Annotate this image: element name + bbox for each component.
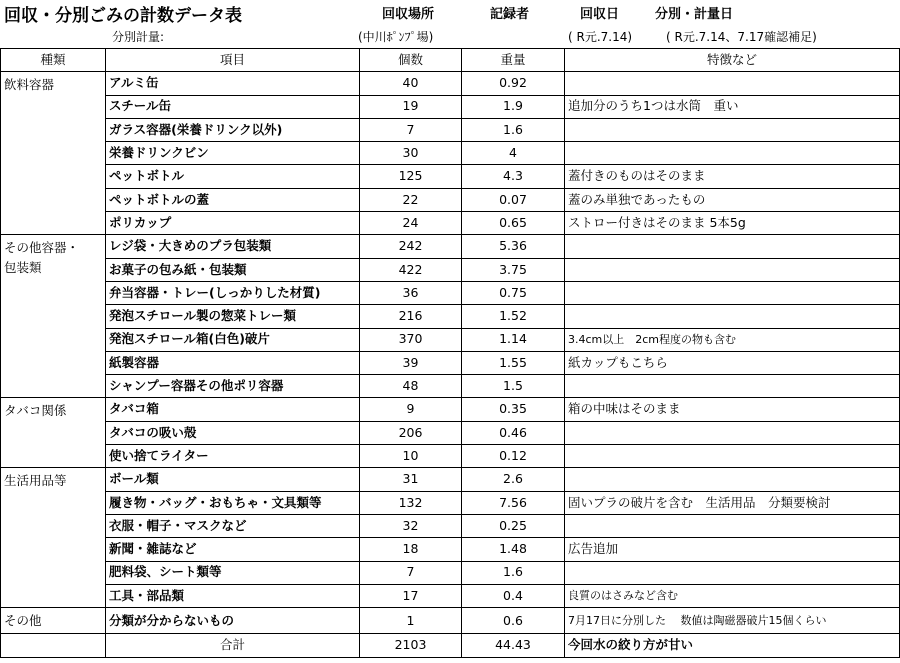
header-row [0,0,900,26]
note-cell: 広告追加 [565,538,900,561]
column-header: 重量 [462,49,565,72]
count-cell: 7 [360,561,462,584]
total-label: 合計 [106,634,360,657]
table-row [1,165,900,188]
item-cell: 栄養ドリンクビン [106,142,360,165]
count-cell: 24 [360,212,462,235]
count-cell: 1 [360,608,462,634]
note-cell [565,281,900,304]
item-cell: アルミ缶 [106,72,360,95]
count-cell: 206 [360,421,462,444]
sheet-title: 回収・分別ごみの計数データ表 [4,6,242,26]
table-row [1,351,900,374]
count-cell: 30 [360,142,462,165]
recorder-label: 記録者 [490,7,530,22]
table-row [1,608,900,634]
weight-cell: 1.5 [462,375,565,398]
table-row [1,235,900,258]
note-cell: 追加分のうち1つは水筒 重い [565,95,900,118]
column-header-row [1,49,900,72]
total-blank-cell [1,634,106,657]
item-cell: ペットボトルの蓋 [106,188,360,211]
item-cell: 発泡スチロール製の惣菜トレー類 [106,305,360,328]
column-header: 個数 [360,49,462,72]
note-cell: 蓋のみ単独であったもの [565,188,900,211]
item-cell: 衣服・帽子・マスクなど [106,514,360,537]
weight-cell: 2.6 [462,468,565,491]
item-cell: 履き物・バッグ・おもちゃ・文具類等 [106,491,360,514]
sort-weight-label: 分別計量: [112,30,165,44]
weight-cell: 1.52 [462,305,565,328]
weight-cell: 0.4 [462,584,565,607]
count-cell: 18 [360,538,462,561]
location-value: (中川ﾎﾟﾝﾌﾟ場) [358,30,434,44]
count-cell: 7 [360,118,462,141]
item-cell: ポリカップ [106,212,360,235]
item-cell: タバコ箱 [106,398,360,421]
subheader-row [0,26,900,46]
table-row [1,328,900,351]
note-cell: 良質のはさみなど含む [565,584,900,607]
table-row [1,72,900,95]
item-cell: 新聞・雑誌など [106,538,360,561]
weight-cell: 1.14 [462,328,565,351]
count-cell: 216 [360,305,462,328]
count-cell: 422 [360,258,462,281]
item-cell: ボール類 [106,468,360,491]
date-value: ( R元.7.14) [568,30,633,44]
count-cell: 370 [360,328,462,351]
weight-cell: 5.36 [462,235,565,258]
weight-cell: 1.6 [462,118,565,141]
table-row [1,468,900,491]
note-cell [565,514,900,537]
count-cell: 32 [360,514,462,537]
category-cell: タバコ関係 [1,398,106,468]
count-cell: 10 [360,445,462,468]
table-row [1,538,900,561]
count-cell: 31 [360,468,462,491]
table-row [1,491,900,514]
table-row [1,514,900,537]
note-cell: ストロー付きはそのまま 5本5g [565,212,900,235]
weight-cell: 4.3 [462,165,565,188]
table-row [1,118,900,141]
data-table [0,48,900,658]
category-cell: 生活用品等 [1,468,106,608]
table-row [1,95,900,118]
note-cell [565,445,900,468]
count-cell: 242 [360,235,462,258]
column-header: 種類 [1,49,106,72]
note-cell [565,235,900,258]
note-cell [565,118,900,141]
table-row [1,305,900,328]
count-cell: 48 [360,375,462,398]
note-cell [565,305,900,328]
note-cell [565,142,900,165]
count-cell: 22 [360,188,462,211]
count-cell: 125 [360,165,462,188]
note-cell: 7月17日に分別した 数値は陶磁器破片15個くらい [565,608,900,634]
table-row [1,584,900,607]
note-cell [565,561,900,584]
item-cell: ガラス容器(栄養ドリンク以外) [106,118,360,141]
table-row [1,375,900,398]
note-cell [565,258,900,281]
weight-cell: 3.75 [462,258,565,281]
item-cell: 工具・部品類 [106,584,360,607]
item-cell: 弁当容器・トレー(しっかりした材質) [106,281,360,304]
weight-cell: 0.07 [462,188,565,211]
weight-cell: 7.56 [462,491,565,514]
weight-cell: 4 [462,142,565,165]
weight-cell: 1.55 [462,351,565,374]
weight-cell: 0.92 [462,72,565,95]
weight-cell: 0.35 [462,398,565,421]
weight-cell: 0.46 [462,421,565,444]
item-cell: 発泡スチロール箱(白色)破片 [106,328,360,351]
table-row [1,398,900,421]
sort-date-value: ( R元.7.14、7.17確認補足) [666,30,817,44]
item-cell: 肥料袋、シート類等 [106,561,360,584]
note-cell [565,72,900,95]
table-row [1,188,900,211]
note-cell: 3.4cm以上 2cm程度の物も含む [565,328,900,351]
weight-cell: 0.25 [462,514,565,537]
count-cell: 132 [360,491,462,514]
total-row [1,634,900,657]
count-cell: 19 [360,95,462,118]
location-label: 回収場所 [382,7,435,22]
category-cell: その他容器・ 包装類 [1,235,106,398]
table-row [1,281,900,304]
item-cell: タバコの吸い殻 [106,421,360,444]
note-cell [565,375,900,398]
weight-cell: 1.6 [462,561,565,584]
table-row [1,142,900,165]
note-cell: 紙カップもこちら [565,351,900,374]
column-header: 項目 [106,49,360,72]
weight-cell: 0.6 [462,608,565,634]
weight-cell: 1.48 [462,538,565,561]
count-cell: 9 [360,398,462,421]
column-header: 特徴など [565,49,900,72]
item-cell: シャンプー容器その他ポリ容器 [106,375,360,398]
date-label: 回収日 [580,7,620,22]
table-row [1,445,900,468]
category-cell: 飲料容器 [1,72,106,235]
weight-cell: 1.9 [462,95,565,118]
count-cell: 40 [360,72,462,95]
note-cell: 箱の中味はそのまま [565,398,900,421]
weight-cell: 0.75 [462,281,565,304]
note-cell [565,421,900,444]
count-cell: 36 [360,281,462,304]
total-weight: 44.43 [462,634,565,657]
note-cell: 固いプラの破片を含む 生活用品 分類要検討 [565,491,900,514]
category-cell: その他 [1,608,106,634]
total-note: 今回水の絞り方が甘い [565,634,900,657]
total-count: 2103 [360,634,462,657]
table-row [1,561,900,584]
weight-cell: 0.12 [462,445,565,468]
note-cell: 蓋付きのものはそのまま [565,165,900,188]
table-row [1,212,900,235]
weight-cell: 0.65 [462,212,565,235]
table-row [1,258,900,281]
item-cell: レジ袋・大きめのプラ包装類 [106,235,360,258]
table-row [1,421,900,444]
item-cell: 分類が分からないもの [106,608,360,634]
sort-date-label: 分別・計量日 [655,7,734,22]
count-cell: 17 [360,584,462,607]
count-cell: 39 [360,351,462,374]
item-cell: ペットボトル [106,165,360,188]
item-cell: お菓子の包み紙・包装類 [106,258,360,281]
note-cell [565,468,900,491]
item-cell: 紙製容器 [106,351,360,374]
item-cell: 使い捨てライター [106,445,360,468]
item-cell: スチール缶 [106,95,360,118]
